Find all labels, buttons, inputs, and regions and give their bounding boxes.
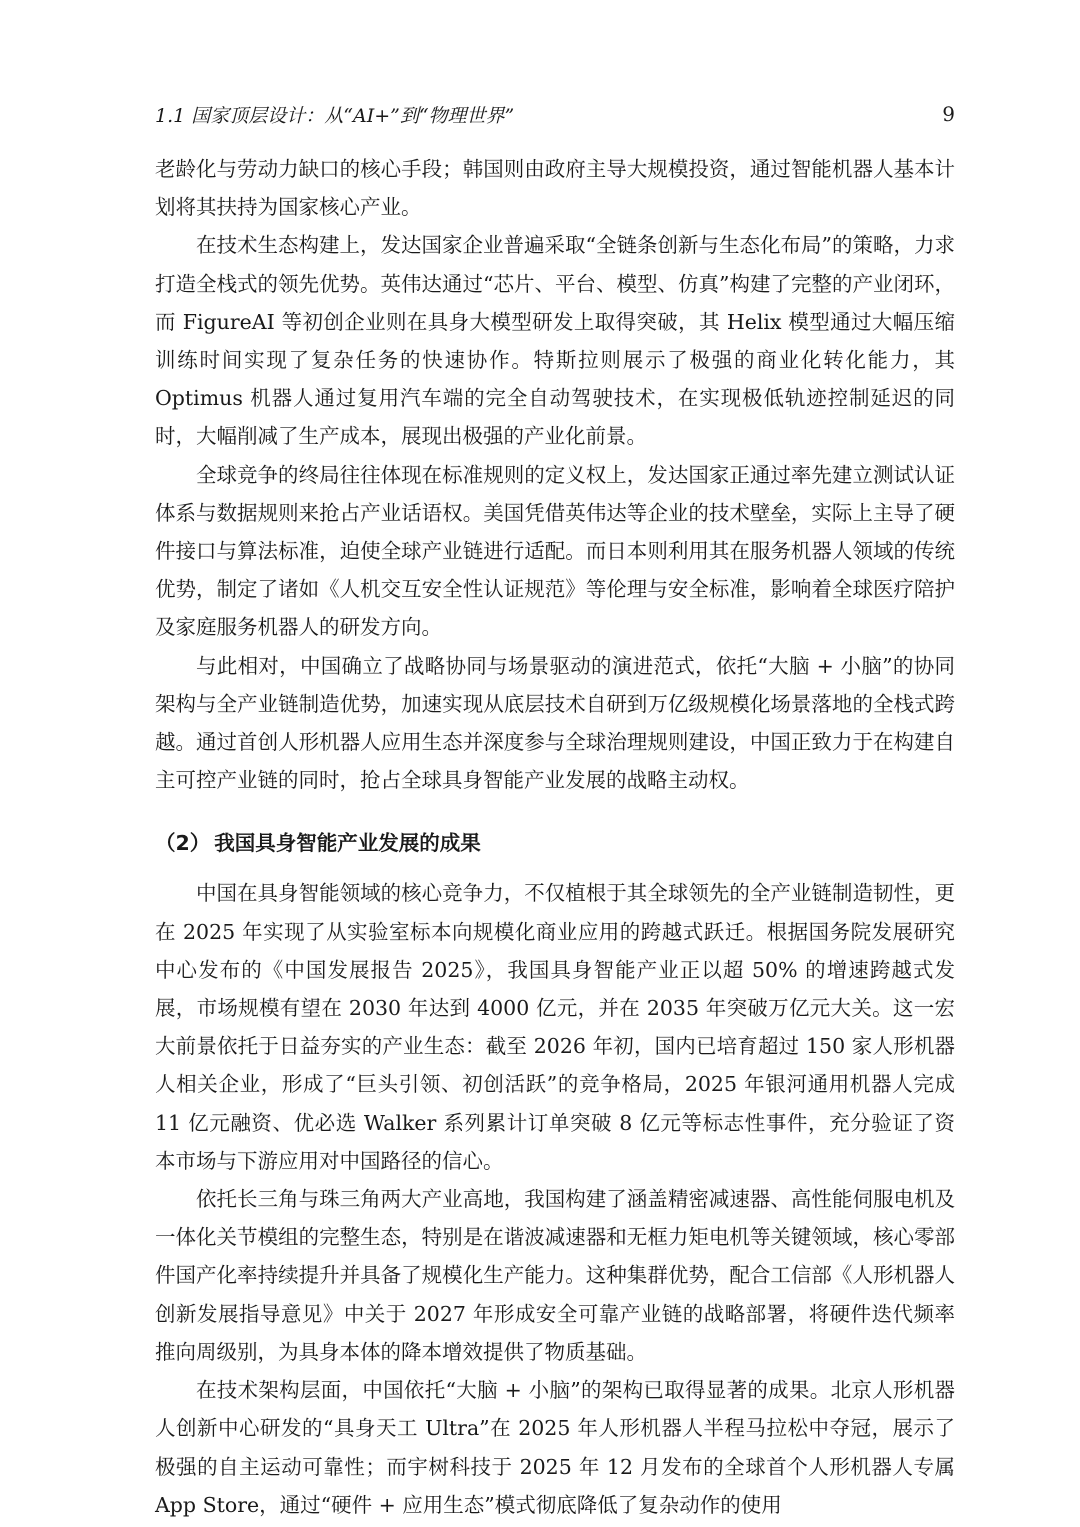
section-heading bbox=[155, 824, 955, 862]
running-header bbox=[155, 97, 955, 131]
page-number: 9 bbox=[942, 102, 955, 126]
paragraph: 与此相对，中国确立了战略协同与场景驱动的演进范式，依托“大脑 + 小脑”的协同架构与全产业链制造优势，加速实现从底层技术自研到万亿级规模化场景落地的全栈式跨越。通过首创人形机器人应用生态并深度参与全球治理规则建设，中国正致力于在构建自主可控产业链的同时，抢占全球具身智能产业发展的战略主动权。 bbox=[155, 653, 955, 793]
paragraph: 全球竞争的终局往往体现在标准规则的定义权上，发达国家正通过率先建立测试认证体系与数据规则来抢占产业话语权。美国凭借英伟达等企业的技术壁垒，实际上主导了硬件接口与算法标准，迫使全球产业链进行适配。而日本则利用其在服务机器人领域的传统优势，制定了诸如《人机交互安全性认证规范》等伦理与安全标准，影响着全球医疗陪护及家庭服务机器人的研发方向。 bbox=[155, 462, 955, 640]
chapter-title: 1.1 国家顶层设计：从“AI+”到“物理世界” bbox=[155, 104, 515, 127]
section-title: 我国具身智能产业发展的成果 bbox=[214, 831, 481, 856]
paragraph: 在技术架构层面，中国依托“大脑 + 小脑”的架构已取得显著的成果。北京人形机器人创新中心研发的“具身天工 Ultra”在 2025 年人形机器人半程马拉松中夺冠，展示了极强的自主运动可靠性；而宇树科技于 2025 年 12 月发布的全球首个人形机器人专属 App Store，通过“硬件 + 应用生态”模式彻底降低了复杂动作的使用 bbox=[155, 1378, 955, 1517]
paragraph: 老龄化与劳动力缺口的核心手段；韩国则由政府主导大规模投资，通过智能机器人基本计划将其扶持为国家核心产业。 bbox=[155, 157, 955, 220]
paragraph: 依托长三角与珠三角两大产业高地，我国构建了涵盖精密减速器、高性能伺服电机及一体化关节模组的完整生态，特别是在谐波减速器和无框力矩电机等关键领域，核心零部件国产化率持续提升并具备了规模化生产能力。这种集群优势，配合工信部《人形机器人创新发展指导意见》中关于 2027 年形成安全可靠产业链的战略部署，将硬件迭代频率推向周级别，为具身本体的降本增效提供了物质基础。 bbox=[155, 1187, 955, 1364]
body-text bbox=[155, 150, 955, 1524]
section-number: （2） bbox=[155, 831, 211, 856]
paragraph: 在技术生态构建上，发达国家企业普遍采取“全链条创新与生态化布局”的策略，力求打造全栈式的领先优势。英伟达通过“芯片、平台、模型、仿真”构建了完整的产业闭环，而 FigureAI 等初创企业则在具身大模型研发上取得突破，其 Helix 模型通过大幅压缩训练时间实现了复杂任务的快速协作。特斯拉则展示了极强的商业化转化能力，其 Optimus 机器人通过复用汽车端的完全自动驾驶技术，在实现极低轨迹控制延迟的同时，大幅削减了生产成本，展现出极强的产业化前景。 bbox=[155, 233, 955, 449]
paragraph: 中国在具身智能领域的核心竞争力，不仅植根于其全球领先的全产业链制造韧性，更在 2025 年实现了从实验室标本向规模化商业应用的跨越式跃迁。根据国务院发展研究中心发布的《中国发展报告 2025》，我国具身智能产业正以超 50% 的增速跨越式发展，市场规模有望在 2030 年达到 4000 亿元，并在 2035 年突破万亿元大关。这一宏大前景依托于日益夯实的产业生态：截至 2026 年初，国内已培育超过 150 家人形机器人相关企业，形成了“巨头引领、初创活跃”的竞争格局，2025 年银河通用机器人完成 11 亿元融资、优必选 Walker 系列累计订单突破 8 亿元等标志性事件，充分验证了资本市场与下游应用对中国路径的信心。 bbox=[155, 881, 955, 1173]
